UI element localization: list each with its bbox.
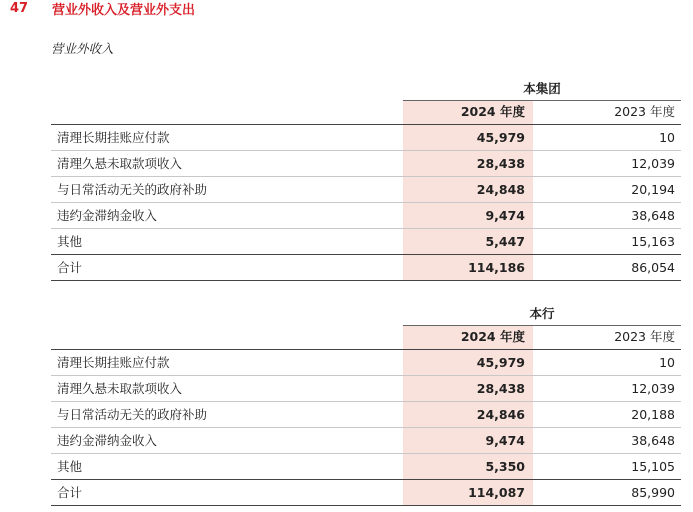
row-prior: 38,648 (631, 433, 675, 448)
note-number: 47 (10, 0, 29, 16)
row-prior: 15,163 (631, 234, 675, 249)
row-current: 28,438 (476, 381, 525, 396)
row-prior: 12,039 (631, 156, 675, 171)
table-row (51, 402, 681, 427)
table-group-label: 本集团 (523, 81, 561, 96)
row-current: 28,438 (476, 156, 525, 171)
row-label: 违约金滞纳金收入 (57, 433, 158, 448)
row-label: 清理久悬未取款项收入 (57, 381, 183, 396)
row-prior: 20,188 (631, 407, 675, 422)
row-label: 清理长期挂账应付款 (57, 355, 170, 370)
row-prior: 10 (659, 130, 675, 145)
total-current: 114,186 (468, 260, 525, 275)
table-header-row (51, 100, 681, 124)
total-prior: 85,990 (631, 485, 675, 500)
row-label: 其他 (57, 459, 83, 474)
table-row (51, 350, 681, 375)
row-current: 24,848 (476, 182, 525, 197)
total-prior: 86,054 (631, 260, 675, 275)
col-header-current: 2024 年度 (460, 104, 525, 119)
row-prior: 10 (659, 355, 675, 370)
row-current: 45,979 (476, 355, 525, 370)
row-prior: 20,194 (631, 182, 675, 197)
total-label: 合计 (57, 485, 83, 500)
col-header-current: 2024 年度 (460, 329, 525, 344)
row-label: 与日常活动无关的政府补助 (57, 407, 208, 422)
col-header-prior: 2023 年度 (614, 104, 675, 119)
total-row (51, 480, 681, 505)
total-row (51, 255, 681, 280)
row-label: 违约金滞纳金收入 (57, 208, 158, 223)
row-current: 45,979 (476, 130, 525, 145)
row-prior: 38,648 (631, 208, 675, 223)
row-label: 清理长期挂账应付款 (57, 130, 170, 145)
row-current: 5,447 (485, 234, 525, 249)
total-label: 合计 (57, 260, 83, 275)
note-title: 营业外收入及营业外支出 (52, 2, 196, 18)
table-row (51, 151, 681, 176)
table-row (51, 428, 681, 453)
table-row (51, 203, 681, 228)
table-bottom-border (51, 280, 681, 281)
row-label: 与日常活动无关的政府补助 (57, 182, 208, 197)
table-header-row (51, 325, 681, 349)
table-row (51, 454, 681, 479)
row-prior: 12,039 (631, 381, 675, 396)
table-row (51, 177, 681, 202)
row-current: 9,474 (485, 208, 525, 223)
table-row (51, 125, 681, 150)
table-group-label: 本行 (529, 306, 555, 321)
row-prior: 15,105 (631, 459, 675, 474)
col-header-prior: 2023 年度 (614, 329, 675, 344)
row-label: 清理久悬未取款项收入 (57, 156, 183, 171)
row-current: 9,474 (485, 433, 525, 448)
row-current: 5,350 (485, 459, 525, 474)
row-label: 其他 (57, 234, 83, 249)
note-header (10, 0, 195, 16)
table-row (51, 229, 681, 254)
table-bottom-border (51, 505, 681, 506)
section-subtitle: 营业外收入 (51, 41, 114, 56)
table-row (51, 376, 681, 401)
total-current: 114,087 (468, 485, 525, 500)
row-current: 24,846 (476, 407, 525, 422)
